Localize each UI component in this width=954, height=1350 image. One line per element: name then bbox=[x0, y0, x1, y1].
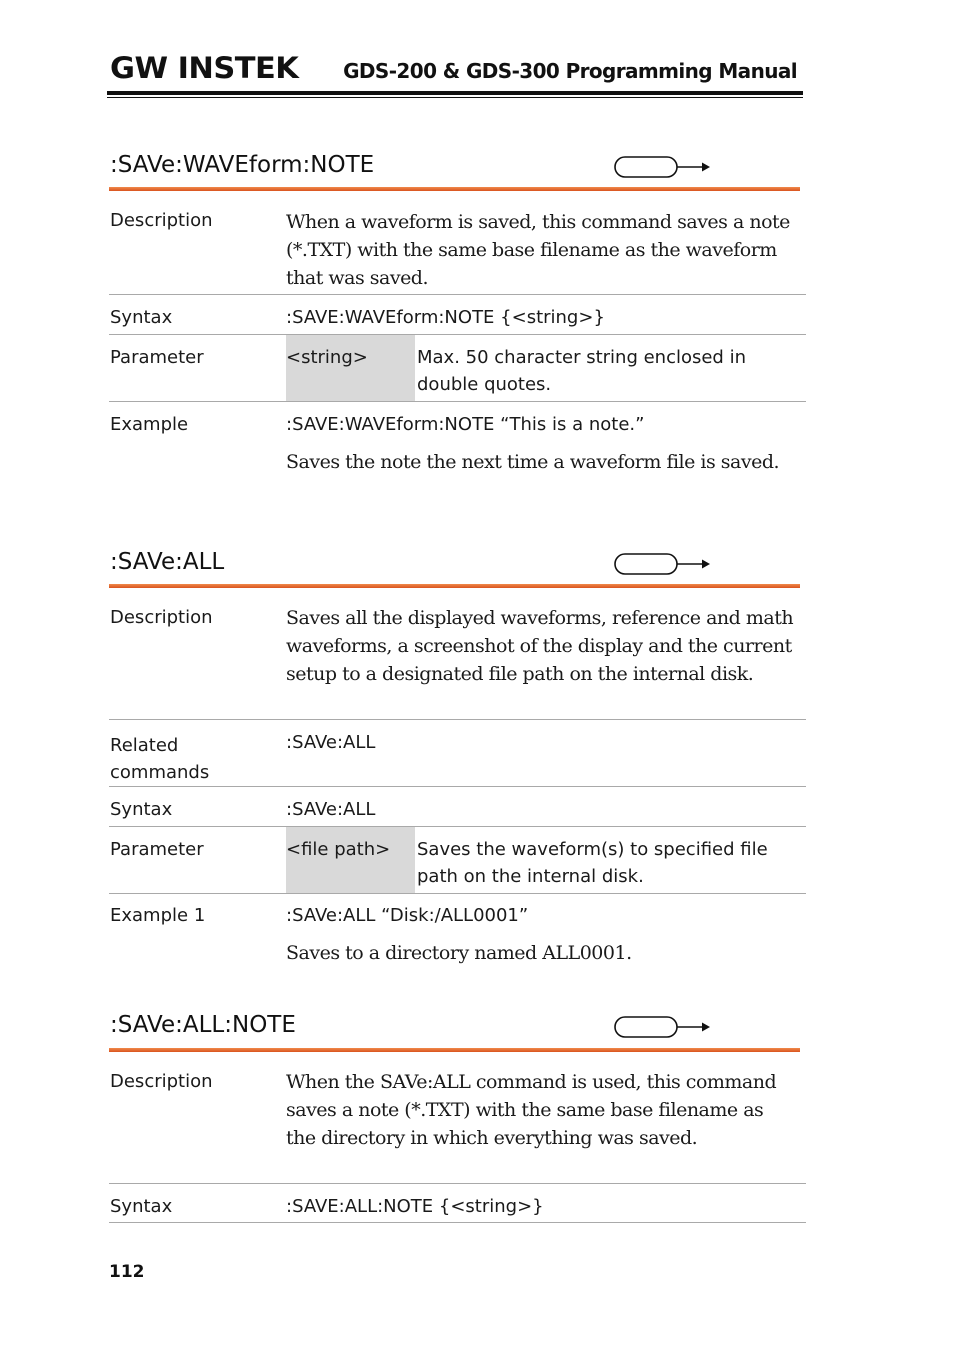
parameter-label: Parameter bbox=[110, 347, 204, 368]
manual-title: GDS-200 & GDS-300 Programming Manual bbox=[343, 59, 797, 83]
description-label: Description bbox=[110, 210, 213, 231]
set-arrow-icon bbox=[614, 155, 712, 179]
syntax-label: Syntax bbox=[110, 307, 173, 328]
syntax-label: Syntax bbox=[110, 799, 173, 820]
header-rule-thick bbox=[107, 91, 803, 95]
parameter-description: Max. 50 character string enclosed in double quotes. bbox=[417, 347, 746, 395]
brand-logo: GW INSTEK bbox=[110, 51, 299, 85]
row-divider bbox=[109, 1222, 806, 1223]
row-divider bbox=[109, 826, 806, 827]
syntax-label: Syntax bbox=[110, 1196, 173, 1217]
example-label: Example 1 bbox=[110, 905, 206, 926]
set-arrow-icon bbox=[614, 552, 712, 576]
syntax-text: :SAVe:ALL bbox=[286, 799, 376, 820]
related-commands-text: :SAVe:ALL bbox=[286, 732, 376, 753]
row-divider bbox=[109, 334, 806, 335]
description-text: When the SAVe:ALL command is used, this command saves a note (*.TXT) with the same base filename as the directory in which everything was saved. bbox=[286, 1071, 777, 1149]
related-label-line1: Related bbox=[110, 735, 179, 756]
description-text: When a waveform is saved, this command saves a note (*.TXT) with the same base filename as the waveform that was saved. bbox=[286, 211, 790, 289]
example-label: Example bbox=[110, 414, 189, 435]
description-text: Saves all the displayed waveforms, reference and math waveforms, a screenshot of the display and the current setup to a designated file path on the internal disk. bbox=[286, 607, 794, 685]
header-rule-thin bbox=[107, 97, 803, 98]
row-divider bbox=[109, 294, 806, 295]
syntax-text: :SAVE:ALL:NOTE {<string>} bbox=[286, 1196, 544, 1217]
row-divider bbox=[109, 786, 806, 787]
section-rule bbox=[109, 187, 800, 191]
related-label-line2: commands bbox=[110, 762, 210, 783]
parameter-description: Saves the waveform(s) to specified file path on the internal disk. bbox=[417, 839, 768, 887]
example-command: :SAVE:WAVEform:NOTE “This is a note.” bbox=[286, 414, 645, 435]
parameter-name: <string> bbox=[286, 347, 368, 368]
example-description: Saves to a directory named ALL0001. bbox=[286, 942, 632, 964]
syntax-text: :SAVE:WAVEform:NOTE {<string>} bbox=[286, 307, 605, 328]
parameter-label: Parameter bbox=[110, 839, 204, 860]
row-divider bbox=[109, 401, 806, 402]
example-description: Saves the note the next time a waveform file is saved. bbox=[286, 451, 780, 473]
set-arrow-icon bbox=[614, 1015, 712, 1039]
row-divider bbox=[109, 719, 806, 720]
description-label: Description bbox=[110, 607, 213, 628]
description-label: Description bbox=[110, 1071, 213, 1092]
page-number: 112 bbox=[109, 1262, 145, 1282]
section-rule bbox=[109, 1048, 800, 1052]
related-commands-label bbox=[110, 732, 209, 786]
section-title: :SAVe:WAVEform:NOTE bbox=[110, 152, 375, 178]
parameter-name: <file path> bbox=[286, 839, 391, 860]
row-divider bbox=[109, 1183, 806, 1184]
section-rule bbox=[109, 584, 800, 588]
example-command: :SAVe:ALL “Disk:/ALL0001” bbox=[286, 905, 529, 926]
section-title: :SAVe:ALL bbox=[110, 549, 225, 575]
section-title: :SAVe:ALL:NOTE bbox=[110, 1012, 296, 1038]
row-divider bbox=[109, 893, 806, 894]
